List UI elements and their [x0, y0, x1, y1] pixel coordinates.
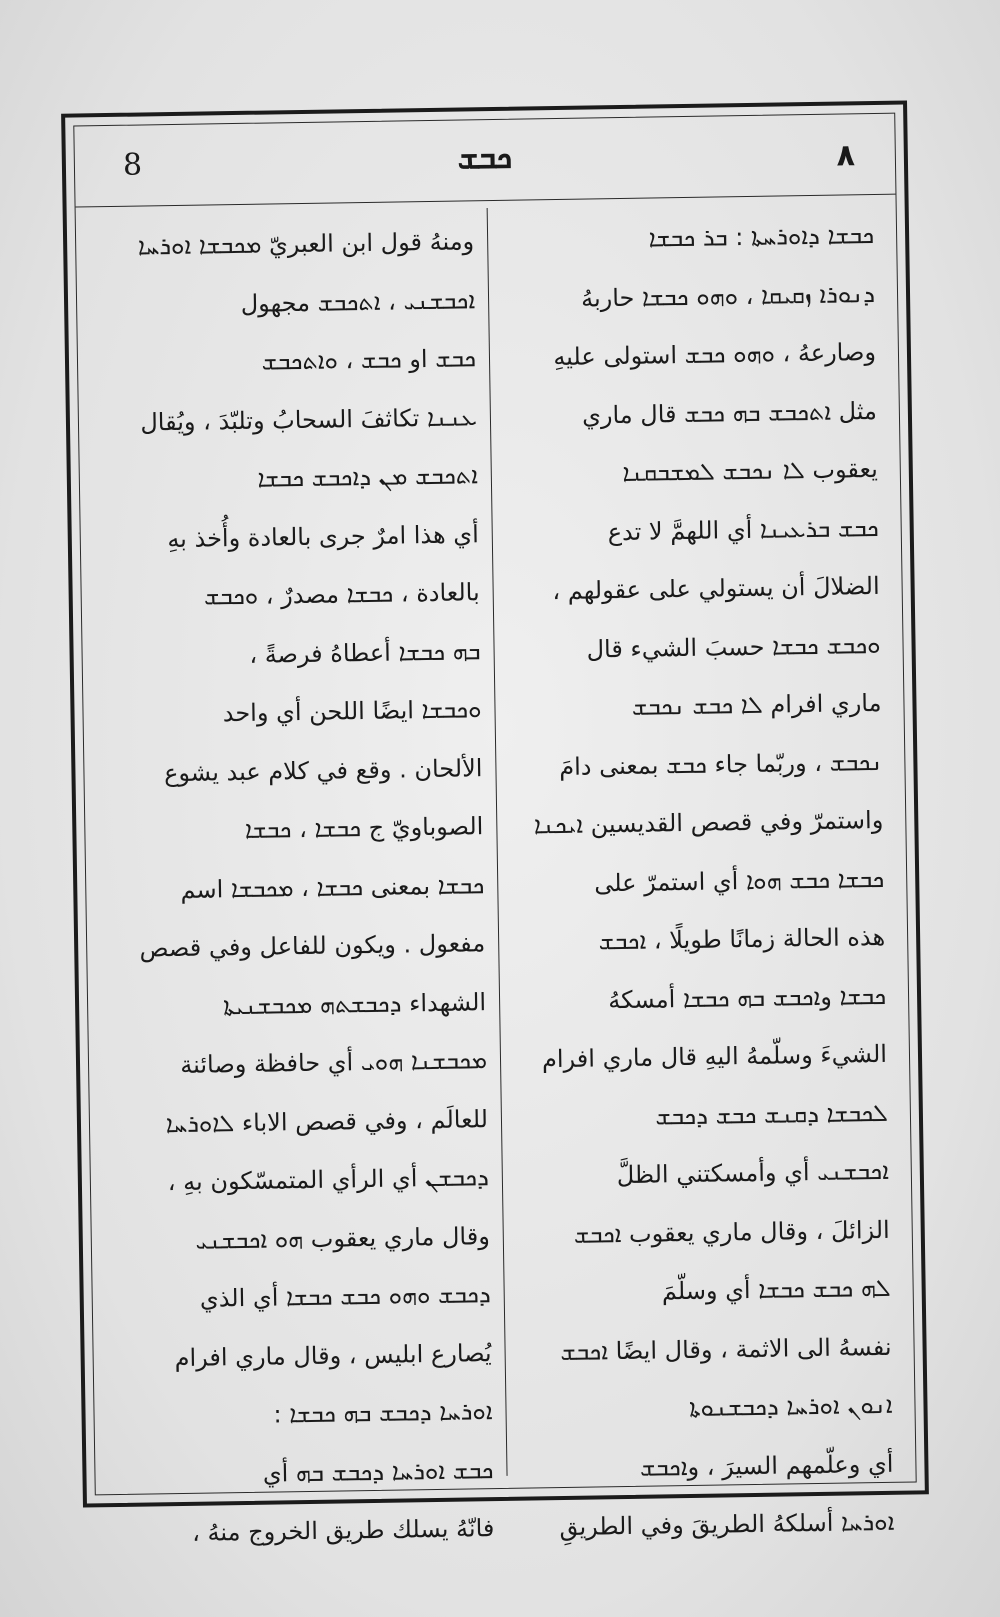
text-line: ܐܢܘܢ ܐܘܪܚܐ ܕܟܒܫܢܘܬܐ — [688, 1390, 893, 1423]
text-line: الصوباويّ ج ܟܒܫܐ ، ܟܒܫܐ — [244, 812, 484, 844]
text-line: أي هذا امرٌ جرى بالعادة وأُخذ بهِ — [167, 519, 479, 553]
text-line: ومنهُ قول ابن العبريّ ܡܟܒܫܐ ܐܘܪܚܐ — [137, 227, 475, 261]
text-line: ܠܟܒܫܐ ܕܩܢܫ ܟܒܫ ܕܟܒܫ — [655, 1098, 889, 1131]
text-line: وصارعهُ ، ܘܗܘ ܟܒܫ استولى عليهِ — [553, 337, 877, 372]
page-frame — [61, 100, 929, 1547]
text-line: وقال ماري يعقوب ܗܘ ܐܟܒܫܢܝ — [195, 1221, 490, 1255]
text-line: ܡܟܒܫܢܐ ܗܘܝ أي حافظة وصائنة — [180, 1046, 488, 1079]
text-line: ܠܗ ܟܒܫ ܟܒܫܐ أي وسلّمَ — [661, 1273, 891, 1306]
page-header — [74, 114, 895, 208]
text-line: ܐܟܒܫܢܝ أي وأمسكتني الظلَّ — [616, 1156, 890, 1190]
text-line: ܘܟܒܫܐ ايضًا اللحن أي واحد — [222, 695, 482, 728]
text-line: واستمرّ وفي قصص القديسين ܐܝܟܢܐ — [533, 805, 884, 840]
text-line: مثل ܐܬܟܒܫ ܒܗ ܟܒܫ قال ماري — [581, 396, 878, 430]
text-line: بالعادة ، ܟܒܫܐ مصدرٌ ، ܘܟܒܫ — [203, 578, 480, 611]
text-line: ܐܟܒܫܢܝ ، ܐܬܟܒܫ مجهول — [240, 285, 476, 318]
text-line: ܟܒܫܐ بمعنى ܟܒܫܐ ، ܡܟܒܫܐ اسم — [180, 870, 485, 904]
text-line: للعالَم ، وفي قصص الاباء ܠܐܘܪܚܐ — [165, 1104, 489, 1138]
text-line: يُصارع ابليس ، وقال ماري افرام — [174, 1338, 492, 1372]
text-line: ܐܘܪܚܐ أسلكهُ الطريقَ وفي الطريقِ — [559, 1507, 895, 1542]
text-line: ܐܘܪܚܐ ܕܟܒܫ ܒܗ ܟܒܫܐ : — [273, 1397, 493, 1429]
text-line: أي وعلّمهم السيرَ ، وܐܟܒܫ — [639, 1449, 894, 1482]
text-line: ܐܬܟܒܫ ܡܢ ܕܐܟܒܫ ܟܒܫܐ — [257, 461, 479, 493]
page-number-arabic: ٨ — [836, 138, 856, 174]
page-frame-inner — [73, 113, 916, 1547]
text-line: ܟܒܫ او ܟܒܫ ، ܘܐܬܟܒܫ — [261, 344, 477, 376]
text-line: ܟܒܫܐ ܕܐܘܪܚܬܐ : ܒܪ ܟܒܫܐ — [648, 220, 875, 253]
text-line: ماري افرام ܠܐ ܟܒܫ ܢܟܒܫ — [631, 688, 882, 721]
page-number-latin: 8 — [122, 147, 143, 183]
text-line: يعقوب ܠܐ ܢܟܒܫ ܠܡܫܒܩܢܐ — [622, 454, 879, 487]
text-line: فانّهُ يسلك طريق الخروج منهُ ، — [191, 1514, 495, 1547]
text-line: الألحان . وقع في كلام عبد يشوع — [163, 753, 483, 787]
text-line: ܟܒܫ ܒܪܥܝܢܐ أي اللهمَّ لا تدع — [607, 513, 879, 546]
text-line: الزائلَ ، وقال ماري يعقوب ܐܟܒܫ — [573, 1215, 890, 1249]
text-line: ܕܟܒܫ ܘܗܘ ܟܒܫ ܟܒܫܐ أي الذي — [199, 1280, 491, 1313]
text-line: ܟܒܫܐ وܐܟܒܫ ܒܗ ܟܒܫܐ أمسكهُ — [608, 981, 887, 1014]
text-line: ܟܒܫܐ ܟܒܫ ܗܘܐ أي استمرّ على — [594, 864, 885, 897]
text-line: ܒܗ ܟܒܫܐ أعطاهُ فرصةً ، — [249, 636, 481, 669]
text-columns — [76, 196, 916, 1547]
page-title: ܟܒܫ — [457, 137, 513, 177]
text-line: ܟܒܫ ܐܘܪܚܐ ܕܟܒܫ ܒܗ أي — [262, 1455, 494, 1488]
text-line: ܕܟܒܫܢ أي الرأي المتمسّكون بهِ ، — [167, 1163, 490, 1197]
text-line: نفسهُ الى الاثمة ، وقال ايضًا ܐܟܒܫ — [560, 1332, 892, 1366]
text-line: ܢܟܒܫ ، وربّما جاء ܟܒܫ بمعنى دامَ — [558, 747, 883, 781]
text-line: الضلالَ أن يستولي على عقولهم ، — [552, 571, 880, 606]
text-line: الشيءَ وسلّمهُ اليهِ قال ماري افرام — [541, 1039, 888, 1074]
left-column — [98, 212, 495, 1547]
text-line: ܘܟܒܫ ܟܒܫܐ حسبَ الشيء قال — [586, 630, 881, 664]
text-line: هذه الحالة زمانًا طويلًا ، ܐܟܒܫ — [598, 922, 886, 956]
text-line: مفعول . ويكون للفاعل وفي قصص — [139, 929, 486, 963]
right-column — [502, 206, 895, 1542]
text-line: الشهداء ܕܟܒܫܬܗ ܡܟܒܫܢܝܬܐ — [222, 987, 487, 1020]
text-line: ܕܢܘܪܐ ܙܩܝܩܐ ، ܘܗܘ ܟܒܫܐ حاربهُ — [580, 279, 876, 313]
text-line: ܥܢܢܐ تكاثفَ السحابُ وتلبّدَ ، ويُقال — [140, 402, 478, 437]
